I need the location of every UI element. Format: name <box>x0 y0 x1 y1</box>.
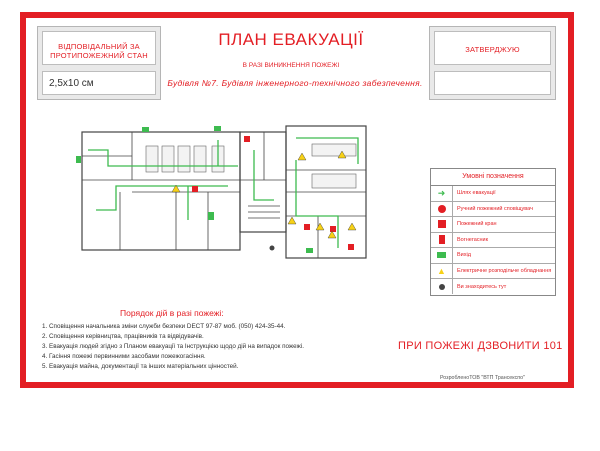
building-name: Будівля №7. Будівля інженерного-технічного забезпечення. <box>167 78 423 88</box>
legend-label: Електричне розподільче обладнання <box>457 267 552 274</box>
responsible-label-panel <box>42 31 156 65</box>
legend-label: Ручний пожежний сповіщувач <box>457 205 533 212</box>
approve-label-panel <box>434 31 551 65</box>
legend-label: Шлях евакуації <box>457 190 496 197</box>
size-label: 2,5х10 см <box>49 78 94 89</box>
legend-row-extinguisher <box>431 233 555 249</box>
responsible-line2: ПРОТИПОЖЕЖНИЙ СТАН <box>50 51 148 60</box>
legend-label: Ви знаходитесь тут <box>457 283 507 290</box>
legend-row-you-are-here <box>431 279 555 295</box>
procedure-step: 2. Сповіщення керівництва, працівників та відвідувачів. <box>42 333 204 340</box>
legend-row-electric <box>431 264 555 280</box>
fire-extinguisher-icon <box>439 235 445 244</box>
legend-row-fire-alarm <box>431 202 555 218</box>
approve-box <box>429 26 556 100</box>
exit-icon <box>437 252 446 258</box>
floor-plan <box>68 120 384 270</box>
procedure-title: Порядок дій в разі пожежі: <box>120 308 224 318</box>
legend-label: Вогнегасник <box>457 236 489 243</box>
approve-signature-panel <box>434 71 551 95</box>
page-subtitle: В РАЗІ ВИНИКНЕННЯ ПОЖЕЖІ <box>242 62 340 69</box>
legend-title: Умовні позначення <box>431 169 555 186</box>
fire-call-text: ПРИ ПОЖЕЖІ ДЗВОНИТИ 101 <box>398 340 563 352</box>
plan-outline-middle <box>240 132 286 232</box>
legend-row-exit <box>431 248 555 264</box>
procedure-step: 5. Евакуація майна, документації та інших матеріальних цінностей. <box>42 363 239 370</box>
responsible-line1: ВІДПОВІДАЛЬНИЙ ЗА <box>58 42 140 51</box>
legend-label: Вихід <box>457 252 471 259</box>
legend-label: Пожежний кран <box>457 221 497 228</box>
fire-alarm-icon <box>438 205 446 213</box>
approve-label: ЗАТВЕРДЖУЮ <box>465 45 520 54</box>
page-title: ПЛАН ЕВАКУАЦІЇ <box>218 30 364 49</box>
you-are-here-icon <box>439 284 445 290</box>
legend-row-evacuation <box>431 186 555 202</box>
responsible-size-panel <box>42 71 156 95</box>
procedure-step: 1. Сповіщення начальника зміни служби безпеки DECT 97-87 моб. (050) 424-35-44. <box>42 323 286 330</box>
legend <box>430 168 556 296</box>
responsible-box <box>37 26 161 100</box>
credit-text: РозробленоТОВ "ВТП Трансекспо" <box>440 375 525 381</box>
procedure-step: 4. Гасіння пожежі первинними засобами пожежогасіння. <box>42 353 206 360</box>
procedure-steps <box>42 322 304 372</box>
electric-warning-icon: ▲ <box>437 265 446 276</box>
legend-row-hydrant <box>431 217 555 233</box>
procedure-step: 3. Евакуація людей згідно з Планом евакуації та Інструкцією щодо дій на випадок пожежі. <box>42 343 304 350</box>
green-arrow-icon: ➜ <box>437 187 446 198</box>
fire-hydrant-icon <box>438 220 446 228</box>
